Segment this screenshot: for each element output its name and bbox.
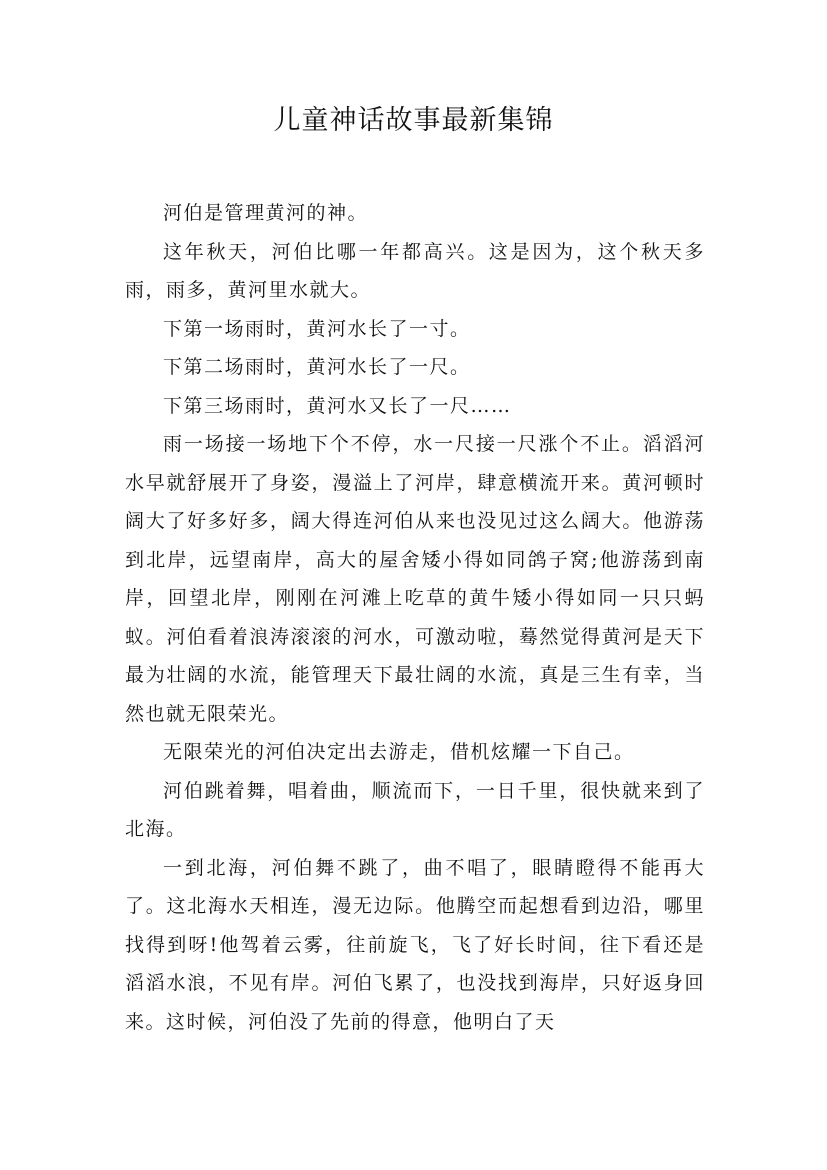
paragraph-4: 下第二场雨时，黄河水长了一尺。 bbox=[163, 356, 471, 378]
paragraph-6: 雨一场接一场地下个不停，水一尺接一尺涨个不止。滔滔河水早就舒展开了身姿，漫溢上了河岸，肆意横流开来。黄河顿时阔大了好多好多，阔大得连河伯从来也没见过这么阔大。他游荡到北岸，远望南岸，高大的屋舍矮小得如同鸽子窝;他游荡到南岸，回望北岸，刚刚在河滩上吃草的黄牛矮小得如同一只只蚂蚁。河伯看着浪涛滚滚的河水，可激动啦，蓦然觉得黄河是天下最为壮阔的水流，能管理天下最壮阔的水流，真是三生有幸，当然也就无限荣光。 bbox=[125, 433, 705, 725]
story-body bbox=[125, 194, 705, 1041]
paragraph-9: 一到北海，河伯舞不跳了，曲不唱了，眼睛瞪得不能再大了。这北海水天相连，漫无边际。他腾空而起想看到边沿，哪里找得到呀!他驾着云雾，往前旋飞，飞了好长时间，往下看还是滔滔水浪，不见有岸。河伯飞累了，也没找到海岸，只好返身回来。这时候，河伯没了先前的得意，他明白了天 bbox=[125, 856, 705, 1033]
paragraph-3: 下第一场雨时，黄河水长了一寸。 bbox=[163, 317, 471, 340]
paragraph-2: 这年秋天，河伯比哪一年都高兴。这是因为，这个秋天多雨，雨多，黄河里水就大。 bbox=[125, 240, 705, 301]
paragraph-7: 无限荣光的河伯决定出去游走，借机炫耀一下自己。 bbox=[163, 741, 635, 763]
paragraph-1: 河伯是管理黄河的神。 bbox=[163, 202, 369, 224]
paragraph-8: 河伯跳着舞，唱着曲，顺流而下，一日千里，很快就来到了北海。 bbox=[125, 779, 705, 840]
page-title: 儿童神话故事最新集锦 bbox=[273, 105, 554, 136]
paragraph-5: 下第三场雨时，黄河水又长了一尺…… bbox=[163, 394, 512, 417]
